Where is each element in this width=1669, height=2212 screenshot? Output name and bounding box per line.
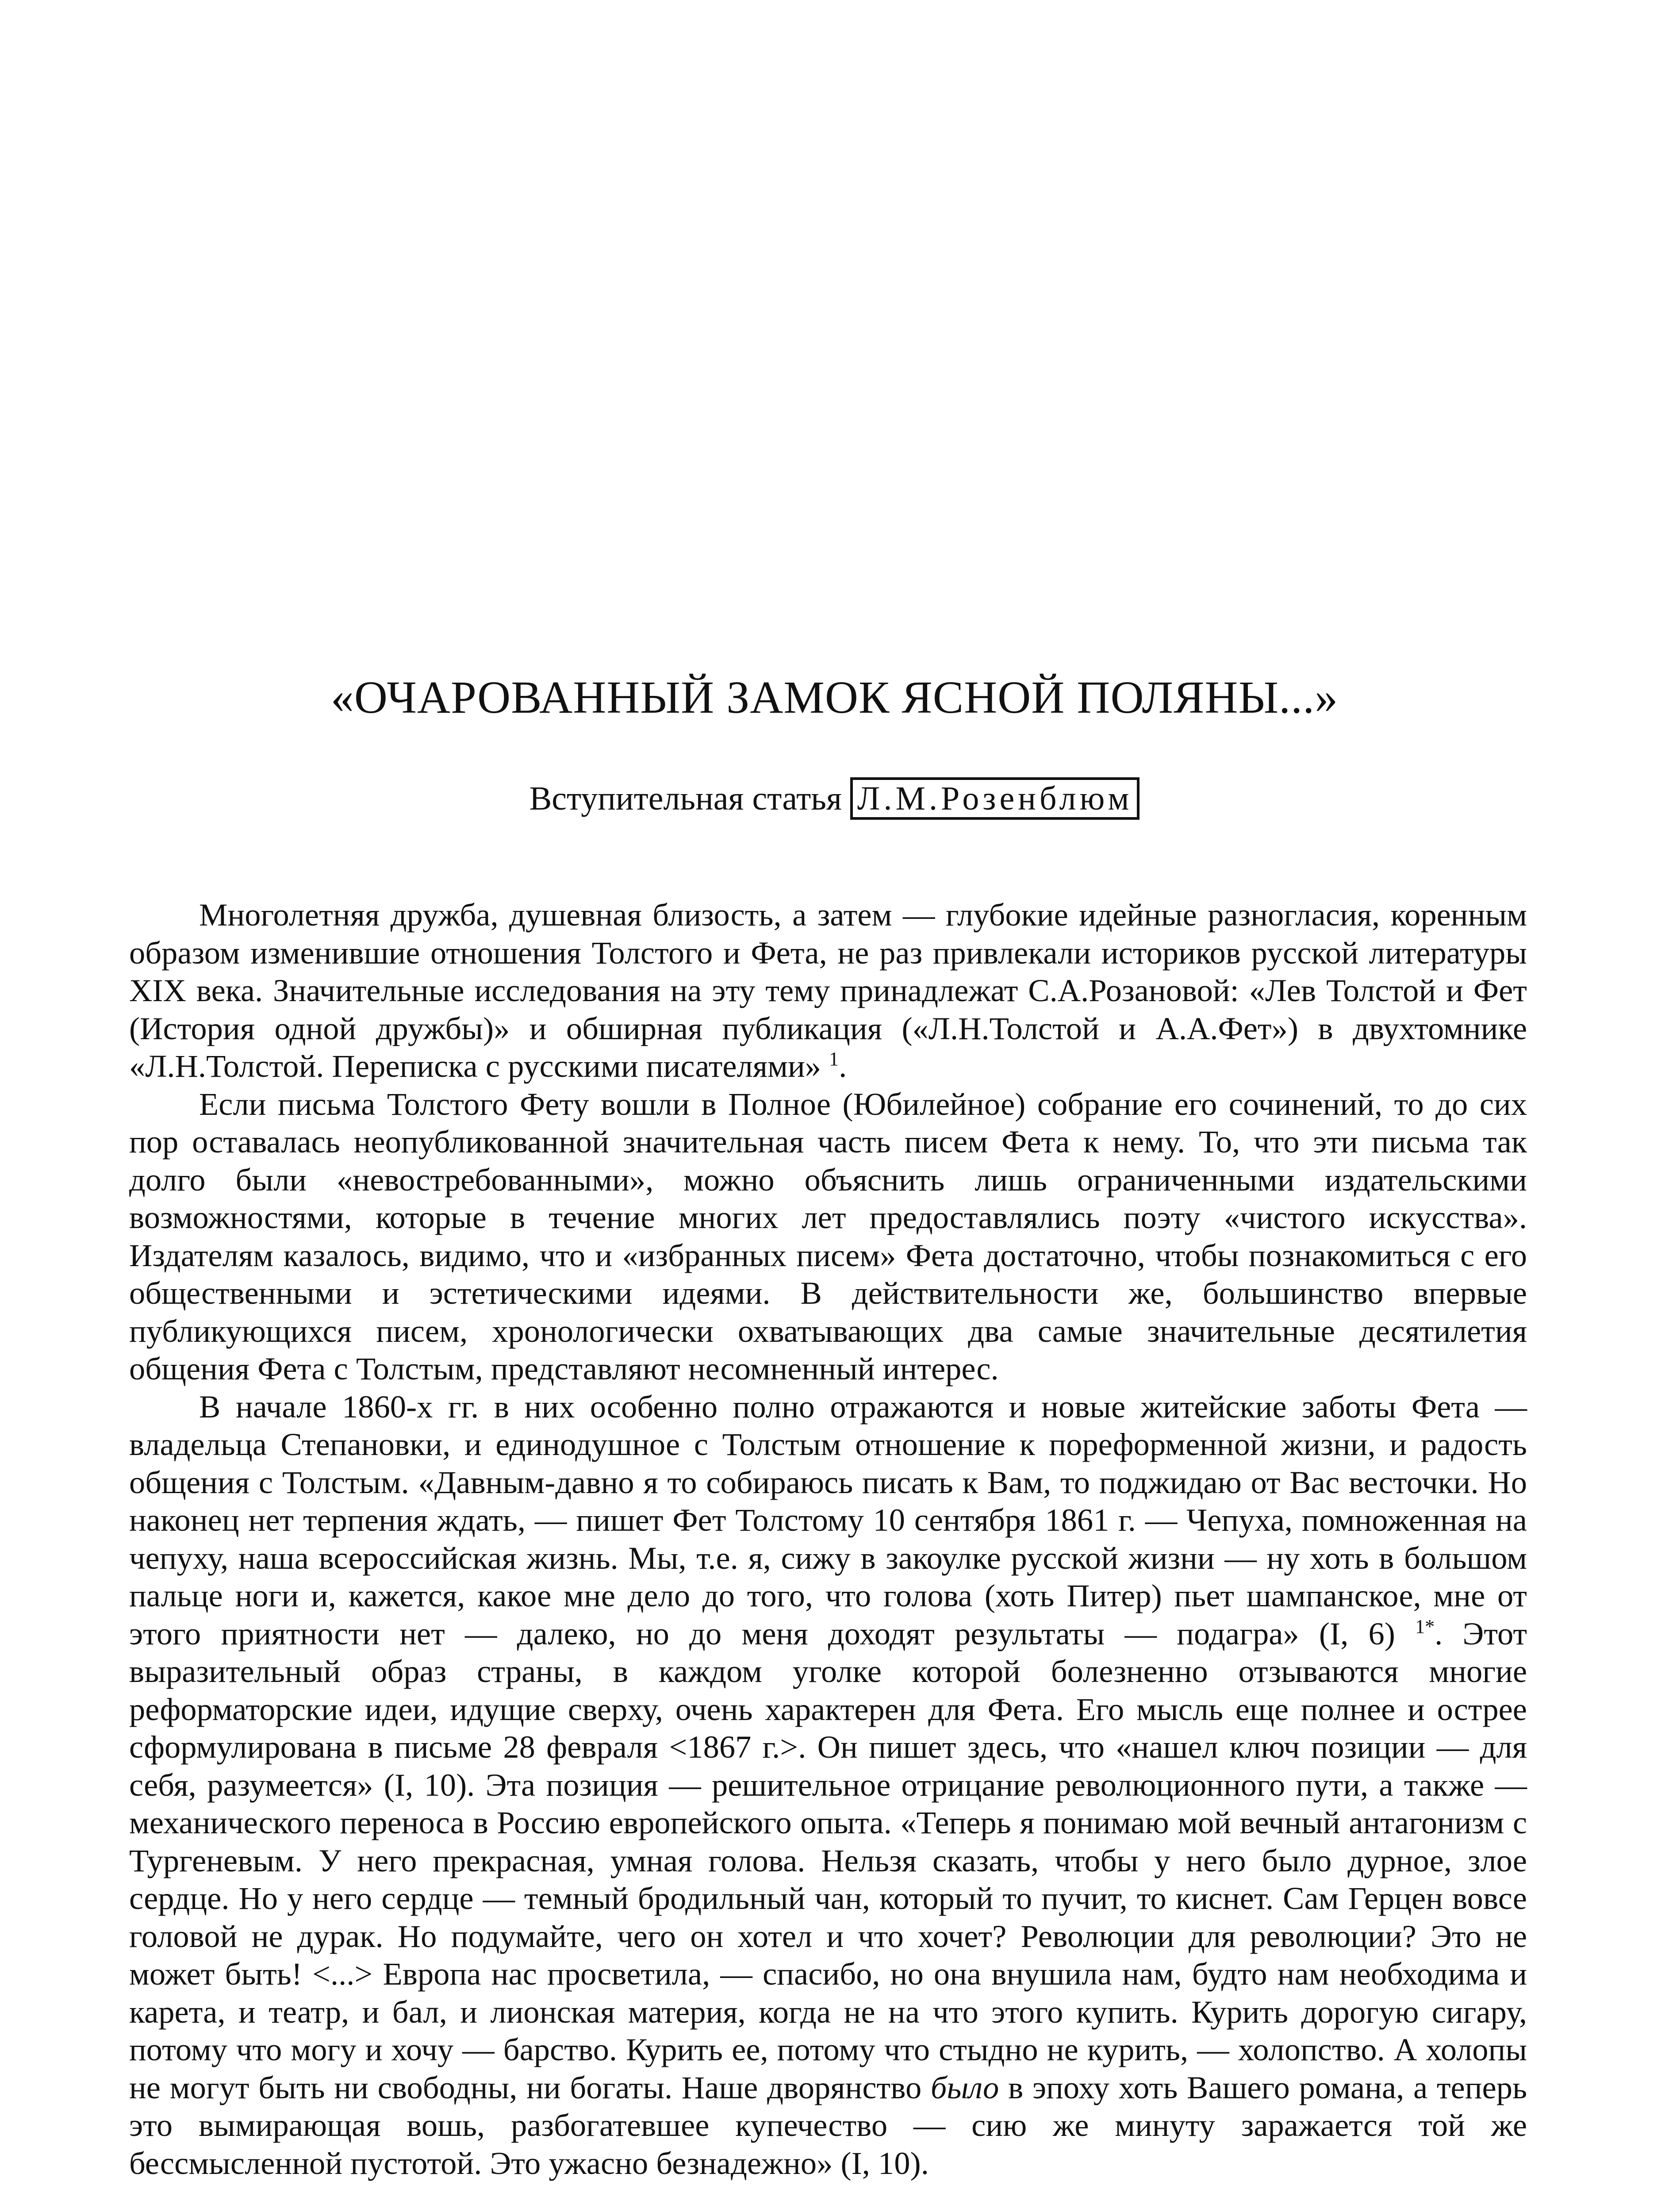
paragraph-3 [129, 1388, 1527, 2182]
article-body [129, 896, 1527, 2182]
article-subtitle [0, 779, 1669, 819]
paragraph-1-tail: . [839, 1048, 847, 1084]
paragraph-3-italic: было [930, 2069, 999, 2105]
paragraph-3-part1: В начале 1860-х гг. в них особенно полно отражаются и новые житейские заботы Фета — владельца Степановки, и единодушное с Толстым отношение к пореформенной жизни, и радость общения с Толстым. «Давным-давно я то собираюсь писать к Вам, то поджидаю от Вас весточки. Но наконец нет терпения ждать, — пишет Фет Толстому 10 сентября 1861 г. — Чепуха, помноженная на чепуху, наша всероссийская жизнь. Мы, т.е. я, сижу в закоулке русской жизни — ну хоть в большом пальце ноги и, кажется, какое мне дело до того, что голова (хоть Питер) пьет шампанское, мне от этого приятности нет — далеко, но до меня доходят результаты — подагра» (I, 6) [129, 1388, 1527, 1651]
footnote-ref-1: 1 [829, 1048, 839, 1070]
paragraph-3-part2: . Этот выразительный образ страны, в каждом уголке которой болезненно отзываются многие реформаторские идеи, идущие сверху, очень характерен для Фета. Его мысль еще полнее и острее сформулирована в письме 28 февраля <1867 г.>. Он пишет здесь, что «нашел ключ позиции — для себя, разумеется» (I, 10). Эта позиция — решительное отрицание революционного пути, а также — механического переноса в Россию европейского опыта. «Теперь я понимаю мой вечный антагонизм с Тургеневым. У него прекрасная, умная голова. Нельзя сказать, чтобы у него было дурное, злое сердце. Но у него сердце — темный бродильный чан, который то пучит, то киснет. Сам Герцен вовсе головой не дурак. Но подумайте, чего он хотел и что хочет? Революции для революции? Это не может быть! <...> Европа нас просветила, — спасибо, но она внушила нам, будто нам необходима и карета, и театр, и бал, и лионская материя, когда не на что этого купить. Курить дорогую сигару, потому что могу и хочу — барство. Курить ее, потому что стыдно не курить, — холопство. А холопы не могут быть ни свободны, ни богаты. Наше дворянство [129, 1615, 1527, 2105]
paragraph-3-part3: в эпоху хоть Вашего романа, а теперь это вымирающая вошь, разбогатевшее купечество — сию же минуту заражается той же бессмысленной пустотой. Это ужасно безнадежно» (I, 10). [129, 2069, 1527, 2181]
paragraph-1-text: Многолетняя дружба, душевная близость, а затем — глубокие идейные разногласия, коренным образом изменившие отношения Толстого и Фета, не раз привлекали историков русской литературы XIX века. Значительные исследования на эту тему принадлежат С.А.Розановой: «Лев Толстой и Фет (История одной дружбы)» и обширная публикация («Л.Н.Толстой и А.А.Фет») в двухтомнике «Л.Н.Толстой. Переписка с русскими писателями» [129, 897, 1527, 1084]
article-title: «ОЧАРОВАННЫЙ ЗАМОК ЯСНОЙ ПОЛЯНЫ...» [330, 672, 1339, 723]
paragraph-1 [129, 896, 1527, 1085]
subtitle-prefix: Вступительная статья [529, 780, 842, 817]
footnote-ref-1star: 1* [1415, 1615, 1435, 1637]
author-name: Л.М.Розенблюм [850, 777, 1140, 820]
paragraph-2: Если письма Толстого Фету вошли в Полное (Юбилейное) собрание его сочинений, то до сих пор оставалась неопубликованной значительная часть писем Фета к нему. То, что эти письма так долго были «невостребованными», можно объяснить лишь ограниченными издательскими возможностями, которые в течение многих лет предоставлялись поэту «чистого искусства». Издателям казалось, видимо, что и «избранных писем» Фета достаточно, чтобы познакомиться с его общественными и эстетическими идеями. В действительности же, большинство впервые публикующихся писем, хронологически охватывающих два самые значительные десятилетия общения Фета с Толстым, представляют несомненный интерес. [129, 1086, 1527, 1386]
